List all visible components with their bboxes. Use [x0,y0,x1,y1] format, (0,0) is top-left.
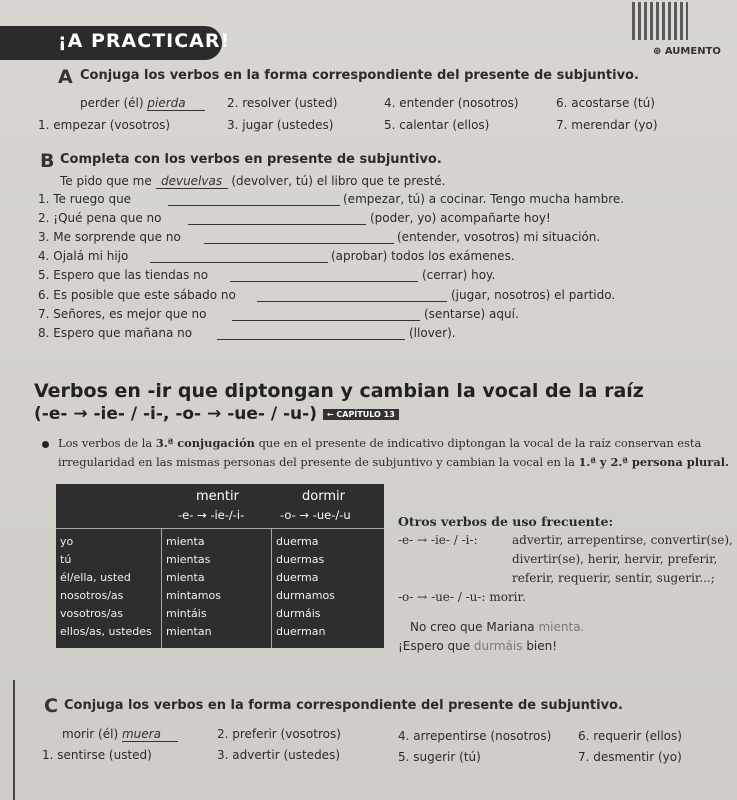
exercise-item: 5. calentar (ellos) [384,118,490,132]
sentence-hint: (llover). [409,326,456,340]
answer-blank[interactable] [168,205,340,206]
exercise-item: 7. desmentir (yo) [578,750,682,764]
exercise-item: 1. sentirse (usted) [42,748,152,762]
answer-blank[interactable] [232,320,420,321]
table-cell: mientan [166,625,212,638]
sentence-item: 7. Señores, es mejor que no [38,307,207,321]
sentence-hint: (sentarse) aquí. [424,307,519,321]
e-verbs-line3: referir, requerir, sentir, sugerir...; [512,571,715,585]
sentence-item: 1. Te ruego que [38,192,132,206]
aumento-label: ⊕ AUMENTO [653,46,721,57]
table-cell: durmáis [276,607,321,620]
exercise-item: 3. advertir (ustedes) [217,748,340,762]
table-cell: vosotros/as [60,607,123,620]
sentence-hint: (poder, yo) acompañarte hoy! [370,211,551,225]
section-c-example: morir (él) muera [62,727,178,742]
exercise-item: 4. entender (nosotros) [384,96,519,110]
sentence-hint: (empezar, tú) a cocinar. Tengo mucha hambre. [343,192,625,206]
exercise-item: 6. acostarse (tú) [556,96,655,110]
grammar-title: Verbos en -ir que diptongan y cambian la vocal de la raíz [34,380,644,402]
column-pattern-mentir: -e- → -ie-/-i- [178,508,245,522]
column-header-dormir: dormir [302,489,345,504]
sentence-item: 8. Espero que mañana no [38,326,193,340]
table-cell: mienta [166,535,205,548]
table-cell: mintamos [166,589,221,602]
exercise-item: 1. empezar (vosotros) [38,118,171,132]
exercise-item: 5. sugerir (tú) [398,750,481,764]
example-answer: muera [121,727,161,741]
table-cell: mienta [166,571,205,584]
table-divider [271,528,272,648]
section-b-example: Te pido que me devuelvas (devolver, tú) el libro que te presté. [60,174,446,188]
answer-blank[interactable] [257,301,447,302]
exercise-item: 2. resolver (usted) [227,96,338,110]
table-cell: tú [60,553,72,566]
answer-blank[interactable] [217,339,405,340]
sentence-hint: (entender, vosotros) mi situación. [397,230,601,244]
section-b-instruction: Completa con los verbos en presente de subjuntivo. [60,152,442,167]
section-a-letter: A [58,66,73,88]
example-sentence: No creo que Mariana mienta. [410,620,585,634]
answer-blank[interactable] [150,262,328,263]
grammar-subtitle: (-e- → -ie- / -i-, -o- → -ue- / -u-) ← CAPÍTULO 13 [34,404,399,424]
sentence-item: 2. ¡Qué pena que no [38,211,162,225]
o-pattern-line: -o- → -ue- / -u-: morir. [398,590,526,604]
table-cell: él/ella, usted [60,571,131,584]
table-cell: duerma [276,571,319,584]
sentence-item: 6. Es posible que este sábado no [38,288,236,302]
table-cell: duerman [276,625,326,638]
section-c-letter: C [44,695,58,717]
exercise-item: 3. jugar (ustedes) [227,118,334,132]
column-pattern-dormir: -o- → -ue-/-u [280,508,351,522]
grammar-rule-line1: Los verbos de la 3.ª conjugación que en el presente de indicativo diptongan la vocal de la raíz conservan esta [58,436,702,450]
table-divider [161,528,162,648]
example-answer: devuelvas [160,174,223,188]
example-answer: pierda [147,96,186,110]
table-cell: yo [60,535,74,548]
e-verbs-line1: advertir, arrepentirse, convertir(se), [512,533,733,547]
e-verbs-line2: divertir(se), herir, hervir, preferir, [512,552,718,566]
section-a-instruction: Conjuga los verbos en la forma correspondiente del presente de subjuntivo. [80,68,639,83]
other-verbs-title: Otros verbos de uso frecuente: [398,514,614,529]
section-title: ¡A PRACTICAR! [58,30,231,52]
answer-blank[interactable] [204,243,394,244]
grammar-rule-line2: irregularidad en las mismas personas del presente de subjuntivo y cambian la vocal en la 1.ª y 2.ª persona plural. [58,455,729,469]
table-cell: nosotros/as [60,589,124,602]
section-a-example: perder (él) pierda [80,96,205,111]
qr-code-icon [632,2,688,40]
column-header-mentir: mentir [196,489,239,504]
table-cell: duermas [276,553,325,566]
section-c-instruction: Conjuga los verbos en la forma correspondiente del presente de subjuntivo. [64,698,623,713]
answer-blank[interactable] [230,281,418,282]
table-cell: durmamos [276,589,335,602]
zoom-icon: ⊕ [653,46,665,57]
exercise-item: 2. preferir (vosotros) [217,727,341,741]
conjugation-table [56,484,384,648]
table-cell: ellos/as, ustedes [60,625,152,638]
table-cell: mintáis [166,607,207,620]
chapter-reference-badge[interactable]: ← CAPÍTULO 13 [323,409,399,420]
margin-line [13,680,15,800]
e-pattern: -e- → -ie- / -i-: [398,533,478,547]
sentence-hint: (jugar, nosotros) el partido. [451,288,616,302]
sentence-item: 4. Ojalá mi hijo [38,249,129,263]
sentence-item: 3. Me sorprende que no [38,230,181,244]
section-b-letter: B [40,150,55,172]
answer-blank[interactable] [188,224,366,225]
exercise-item: 7. merendar (yo) [556,118,658,132]
example-sentence: ¡Espero que durmáis bien! [398,639,558,653]
table-cell: mientas [166,553,211,566]
exercise-item: 4. arrepentirse (nosotros) [398,729,552,743]
sentence-hint: (cerrar) hoy. [422,268,496,282]
sentence-item: 5. Espero que las tiendas no [38,268,209,282]
bullet-icon [42,441,49,448]
sentence-hint: (aprobar) todos los exámenes. [331,249,515,263]
table-divider [56,528,384,529]
table-cell: duerma [276,535,319,548]
exercise-item: 6. requerir (ellos) [578,729,682,743]
